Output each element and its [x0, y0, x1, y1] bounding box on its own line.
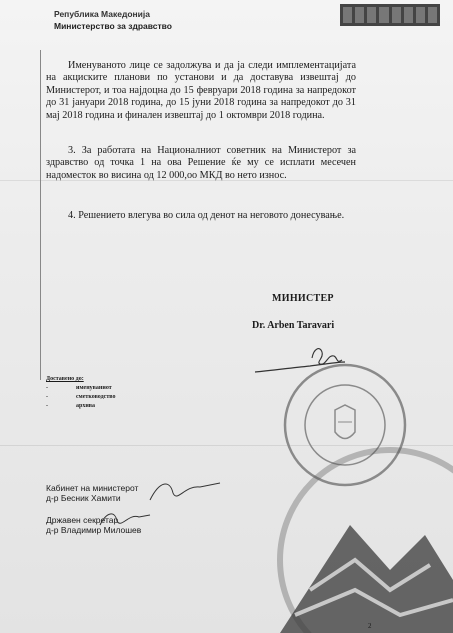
paragraph-implementation: Именуваното лице се задолжува и да ја следи имплементацијата на акциските планови по установи и да доставува извештај до Министерот, и тоа најдоцна до 15 февруари 2018 година за напредокот до 31 јануари 2018 година, до 15 јуни 2018 година за напредокот до 31 мај 2018 година и финален извештај до 1 октомври 2018 година. — [46, 60, 356, 121]
country-name: Република Македонија — [54, 9, 150, 19]
minister-title: МИНИСТЕР — [272, 293, 334, 304]
distribution-title: Доставено до: — [46, 376, 84, 382]
watermark-emblem — [240, 440, 453, 633]
letterhead — [54, 8, 172, 32]
top-right-stripes-decoration — [340, 4, 440, 26]
distribution-list — [46, 376, 115, 411]
cabinet-person: д-р Бесник Хамити — [46, 493, 121, 503]
paragraph-effective: 4. Решението влегува во сила од денот на неговото донесување. — [68, 210, 345, 221]
distribution-item: - архива — [46, 403, 96, 409]
ministry-name: Министерство за здравство — [54, 21, 172, 31]
secretary-title: Државен секретар — [46, 515, 119, 525]
cabinet-approval — [46, 483, 138, 503]
margin-rule — [40, 50, 41, 380]
cabinet-signature — [145, 475, 225, 505]
page-number: 2 — [368, 622, 372, 630]
distribution-item: - сметководство — [46, 394, 116, 400]
secretary-signature — [95, 505, 155, 533]
minister-name: Dr. Arben Taravari — [252, 320, 335, 331]
secretary-person: д-р Владимир Милошев — [46, 525, 142, 535]
cabinet-title: Кабинет на министерот — [46, 483, 139, 493]
paragraph-compensation: 3. За работата на Националниот советник на Министерот за здравство од точка 1 на ова Решение ќе му се исплати месечен надоместок во висина од 12 000,оо МКД во нето износ. — [46, 145, 356, 181]
distribution-item: - именуваниот — [46, 385, 112, 391]
